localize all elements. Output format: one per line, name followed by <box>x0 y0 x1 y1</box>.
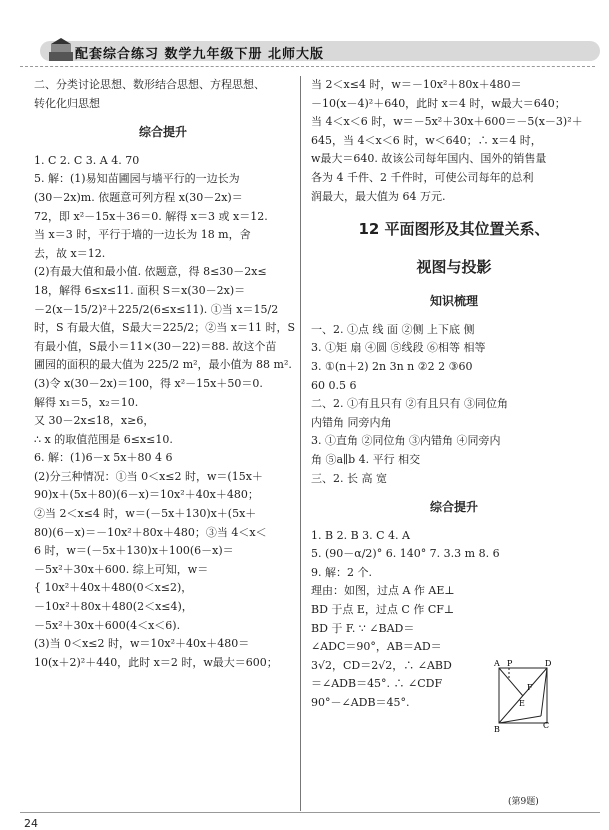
text-line: 3. ①矩 扇 ④圆 ⑤线段 ⑥相等 相等 <box>311 341 486 355</box>
figure-label-d: D <box>545 659 552 668</box>
text-line: 当 4＜x＜6 时，w＝－5x²＋30x＋600＝－5(x－3)²＋ <box>311 115 583 129</box>
text-line: 有最小值，S最小＝11×(30－22)＝88. 故这个苗 <box>34 339 277 353</box>
text-line: 60 0.5 6 <box>311 378 357 392</box>
text-line: －5x²＋30x＋600. 综上可知，w＝ <box>34 562 209 576</box>
text-line: 二、2. ①有且只有 ②有且只有 ③同位角 <box>311 397 508 411</box>
text-line: ∠ADC＝90°，AB＝AD＝ <box>311 640 442 654</box>
text-line: 各为 4 千件、2 千件时，可使公司每年的总利 <box>311 170 534 184</box>
figure-label-p: P <box>507 659 513 668</box>
text-line: (3)令 x(30－2x)＝100，得 x²－15x＋50＝0. <box>34 376 263 390</box>
text-line: 当 x＝3 时，平行于墙的一边长为 18 m，舍 <box>34 228 251 242</box>
bottom-rule <box>20 812 600 813</box>
text-line: 角 ⑤a∥b 4. 平行 相交 <box>311 452 421 466</box>
right-column <box>311 76 597 713</box>
text-line: BD 于点 E，过点 C 作 CF⊥ <box>311 603 455 617</box>
page-header <box>0 38 609 64</box>
text-line: 80)(6－x)＝－10x²＋80x＋480；③当 4＜x＜ <box>34 525 267 539</box>
figure-label-f: F <box>527 683 533 692</box>
text-line: 三、2. 长 高 宽 <box>311 471 387 485</box>
left-column <box>34 76 295 672</box>
text-line: 一、2. ①点 线 面 ②侧 上下底 侧 <box>311 322 475 336</box>
text-line: 18，解得 6≤x≤11. 面积 S＝x(30－2x)＝ <box>34 283 246 297</box>
text-line: (2)分三种情况：①当 0＜x≤2 时，w＝(15x＋ <box>34 469 263 483</box>
section-heading: 综合提升 <box>138 125 187 140</box>
text-line: (2)有最大值和最小值. 依题意，得 8≤30－2x≤ <box>34 265 267 279</box>
text-line: 6 时，w＝(－5x＋130)x＋100(6－x)＝ <box>34 544 234 558</box>
text-line: 当 2＜x≤4 时，w＝－10x²＋80x＋480＝ <box>311 78 522 91</box>
section-heading: 综合提升 <box>429 500 478 515</box>
header-title: 配套综合练习 数学九年级下册 北师大版 <box>75 47 325 62</box>
text-line: －5x²＋30x＋600(4＜x＜6). <box>34 618 181 632</box>
figure-label-a: A <box>494 659 500 668</box>
text-line: 时，S 有最大值，S最大＝225/2；②当 x＝11 时，S <box>34 321 295 335</box>
text-line: 645，当 4＜x＜6 时，w＜640；∴ x＝4 时， <box>311 133 542 147</box>
text-line: 内错角 同旁内角 <box>311 415 392 429</box>
text-line: 圃园的面积的最大值为 225/2 m²，最小值为 88 m². <box>34 358 292 372</box>
text-line: 90)x＋(5x＋80)(6－x)＝10x²＋40x＋480； <box>34 488 259 502</box>
book-stack-icon <box>46 38 76 64</box>
figure-caption: (第9题) <box>508 797 539 807</box>
text-line: 润最大，最大值为 64 万元. <box>311 189 446 203</box>
text-line: (3)当 0＜x≤2 时，w＝10x²＋40x＋480＝ <box>34 637 250 651</box>
text-line: 3. ①(n＋2) 2n 3n n ②2 2 ③60 <box>311 359 473 373</box>
text-line: 去，故 x＝12. <box>34 246 106 260</box>
text-line: 解得 x₁＝5，x₂＝10. <box>34 395 139 409</box>
text-line: 1. C 2. C 3. A 4. 70 <box>34 153 140 167</box>
page-number: 24 <box>24 817 38 830</box>
top-rule <box>20 66 595 67</box>
text-line: 5. (90－α/2)° 6. 140° 7. 3.3 m 8. 6 <box>311 547 500 561</box>
text-line: 理由：如图，过点 A 作 AE⊥ <box>311 584 455 598</box>
text-line: BD 于 F. ∵ ∠BAD＝ <box>311 621 415 635</box>
text-line: ∴ x 的取值范围是 6≤x≤10. <box>34 432 173 446</box>
figure-label-e: E <box>519 699 525 708</box>
text-line: －10(x－4)²＋640，此时 x＝4 时，w最大＝640； <box>311 96 566 110</box>
section-heading: 知识梳理 <box>429 294 478 309</box>
text-line: 72，即 x²－15x＋36＝0. 解得 x＝3 或 x＝12. <box>34 209 268 223</box>
text-line: 1. B 2. B 3. C 4. A <box>311 528 410 542</box>
chapter-heading: 视图与投影 <box>416 258 492 277</box>
text-line: 又 30－2x≤18，x≥6， <box>34 414 155 428</box>
text-line: (30－2x)m. 依题意可列方程 x(30－2x)＝ <box>34 190 243 204</box>
text-line: －10x²＋80x＋480(2＜x≤4)， <box>34 600 193 614</box>
chapter-heading: 12 平面图形及其位置关系、 <box>358 220 550 239</box>
text-line: { 10x²＋40x＋480(0＜x≤2)， <box>34 581 193 595</box>
column-divider <box>300 76 301 811</box>
text-line: 6. 解：(1)6－x 5x＋80 4 6 <box>34 451 173 465</box>
text-line: 3√2，CD＝2√2，∴ ∠ABD <box>311 658 452 672</box>
text-line: 二、分类讨论思想、数形结合思想、方程思想、 <box>34 78 265 91</box>
geometry-figure <box>494 659 552 760</box>
text-line: 10(x＋2)²＋440，此时 x＝2 时，w最大＝600； <box>34 655 278 669</box>
text-line: 转化化归思想 <box>34 96 100 110</box>
text-line: 9. 解：2 个. <box>311 565 372 579</box>
figure-label-c: C <box>543 721 550 730</box>
text-line: ＝∠ADB＝45°. ∴ ∠CDF <box>311 677 443 691</box>
text-line: 5. 解：(1)易知苗圃园与墙平行的一边长为 <box>34 172 240 186</box>
text-line: 3. ①直角 ②同位角 ③内错角 ④同旁内 <box>311 434 501 448</box>
text-line: 90°－∠ADB＝45°. <box>311 696 410 710</box>
text-line: ②当 2＜x≤4 时，w＝(－5x＋130)x＋(5x＋ <box>34 507 257 521</box>
figure-label-b: B <box>494 725 500 734</box>
text-line: －2(x－15/2)²＋225/2(6≤x≤11). ①当 x＝15/2 <box>34 302 279 316</box>
text-line: w最大＝640. 故该公司每年国内、国外的销售量 <box>311 152 547 166</box>
